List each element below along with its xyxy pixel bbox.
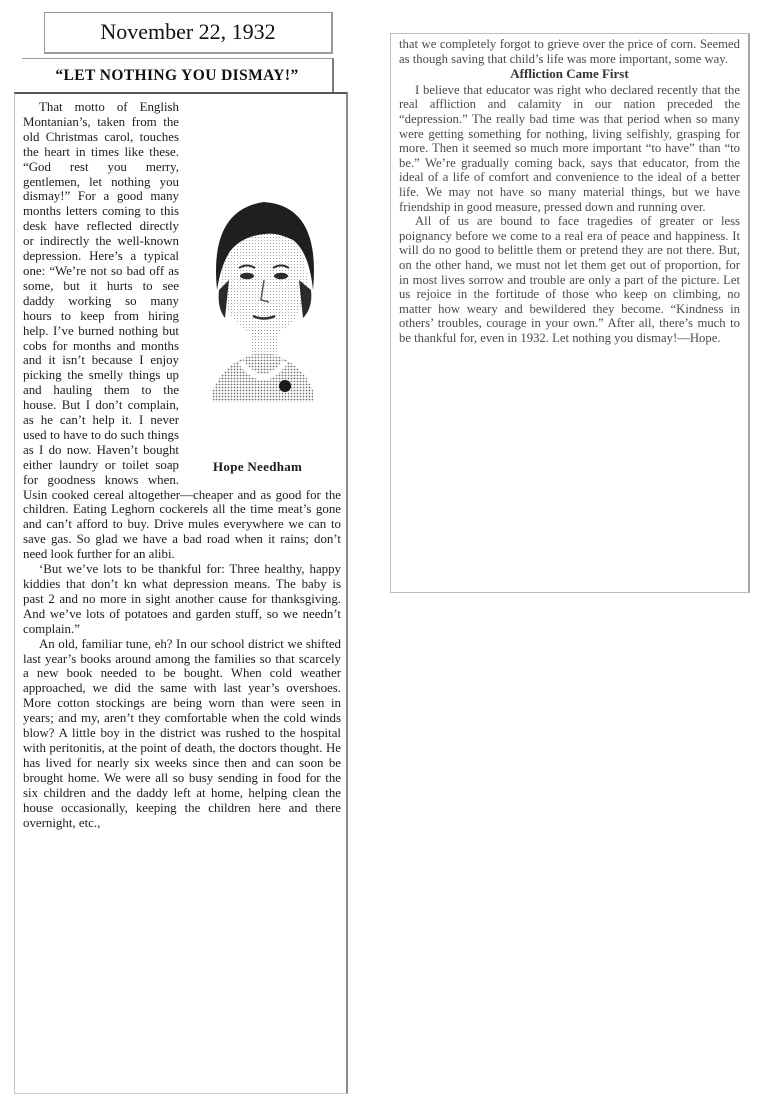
photo-caption: Hope Needham bbox=[213, 459, 303, 474]
column-title-box bbox=[22, 58, 334, 92]
column-title: “LET NOTHING YOU DISMAY!” bbox=[55, 67, 299, 84]
article-paragraph: ‘But we’ve lots to be thankful for: Three healthy, happy kiddies that don’t kn what depression means. The baby is past 2 and no more in sight another cause for thanksgiving. And we’ve lots of potatoes and garden stuff, so we needn’t complain.” bbox=[23, 562, 341, 636]
article-paragraph: An old, familiar tune, eh? In our school district we shifted last year’s books around among the families so that scarcely a new book needed to be bought. When cold weather approached, we did the same with last year’s overshoes. More cotton stockings are being worn than were seen in years; and my, aren’t they comfortable when the cold winds blow? A little boy in the district was rushed to the hospital with peritonitis, at the point of death, the doctors thought. He has lived for nearly six weeks since then and can soon be brought home. We were all so busy sending in food for the six children and the daddy left at home, helping clean the house occasionally, keeping the children here and there overnight, etc., bbox=[23, 636, 341, 830]
article-paragraph: All of us are bound to face tragedies of greater or less poignancy before we come to a real era of peace and happiness. It will do no good to belittle them or pretend they are not there. But, on the other hand, we must not let them get out of proportion, for in most lives sorrow and trouble are only a part of the picture. Let us rejoice in the fortitude of those who keep on climbing, no matter how weary and bewildered they become. “Kindness in others’ troubles, courage in your own.” After all, there’s much to be thankful for, even in 1932. Let nothing you dismay!—Hope. bbox=[399, 214, 740, 345]
publication-date: November 22, 1932 bbox=[100, 19, 276, 44]
portrait-image bbox=[185, 140, 341, 460]
article-paragraph: I believe that educator was right who declared recently that the real affliction and calamity in our nation preceded the “depression.” The really bad time was that period when so many were getting something for nothing, living selfishly, grasping for more. Then it seemed so much more important “to have” than “to be.” We’re gradually coming back, says that educator, from the ideal of a life of comfort and convenience to the ideal of a better life. We may not have so many material things, but we have friendship in good measure, pressed down and running over. bbox=[399, 82, 740, 214]
author-photo bbox=[185, 140, 341, 478]
right-article-column bbox=[390, 33, 750, 593]
article-paragraph: That motto of English Montanian’s, taken from the old Christmas carol, touches the heart in times like these. “God rest you merry, gentlemen, let nothing you dismay!” For a good many months letters coming to this desk have reflected directly or indirectly the well-known depression. Here’s a typical one: “We’re not so bad off as some, but it hurts to see daddy working so many hours to keep from hiring help. I’ve burned nothing but cobs for months and months and it isn’t because I enjoy picking the smelly things up and hauling them to the house. But I don’t complain, as he can’t help it. I never used to have to do such things as I do now. Haven’t bought either laundry or toilet soap for goodness knows when. Usin cooked cereal altogether—cheaper and as good for the children. Eating Leghorn cockerels all the time meat’s gone and can’t afford to buy. Drive mules everywhere we can to save gas. So glad we have a bad road when it rains; don’t need look further for an alibi. bbox=[23, 100, 341, 562]
left-article-column bbox=[14, 92, 348, 1094]
section-subheading: Affliction Came First bbox=[510, 66, 629, 82]
date-header-box bbox=[44, 12, 333, 54]
continued-paragraph: that we completely forgot to grieve over the price of corn. Seemed as though saving that child’s life was more important, some way. bbox=[399, 37, 740, 66]
